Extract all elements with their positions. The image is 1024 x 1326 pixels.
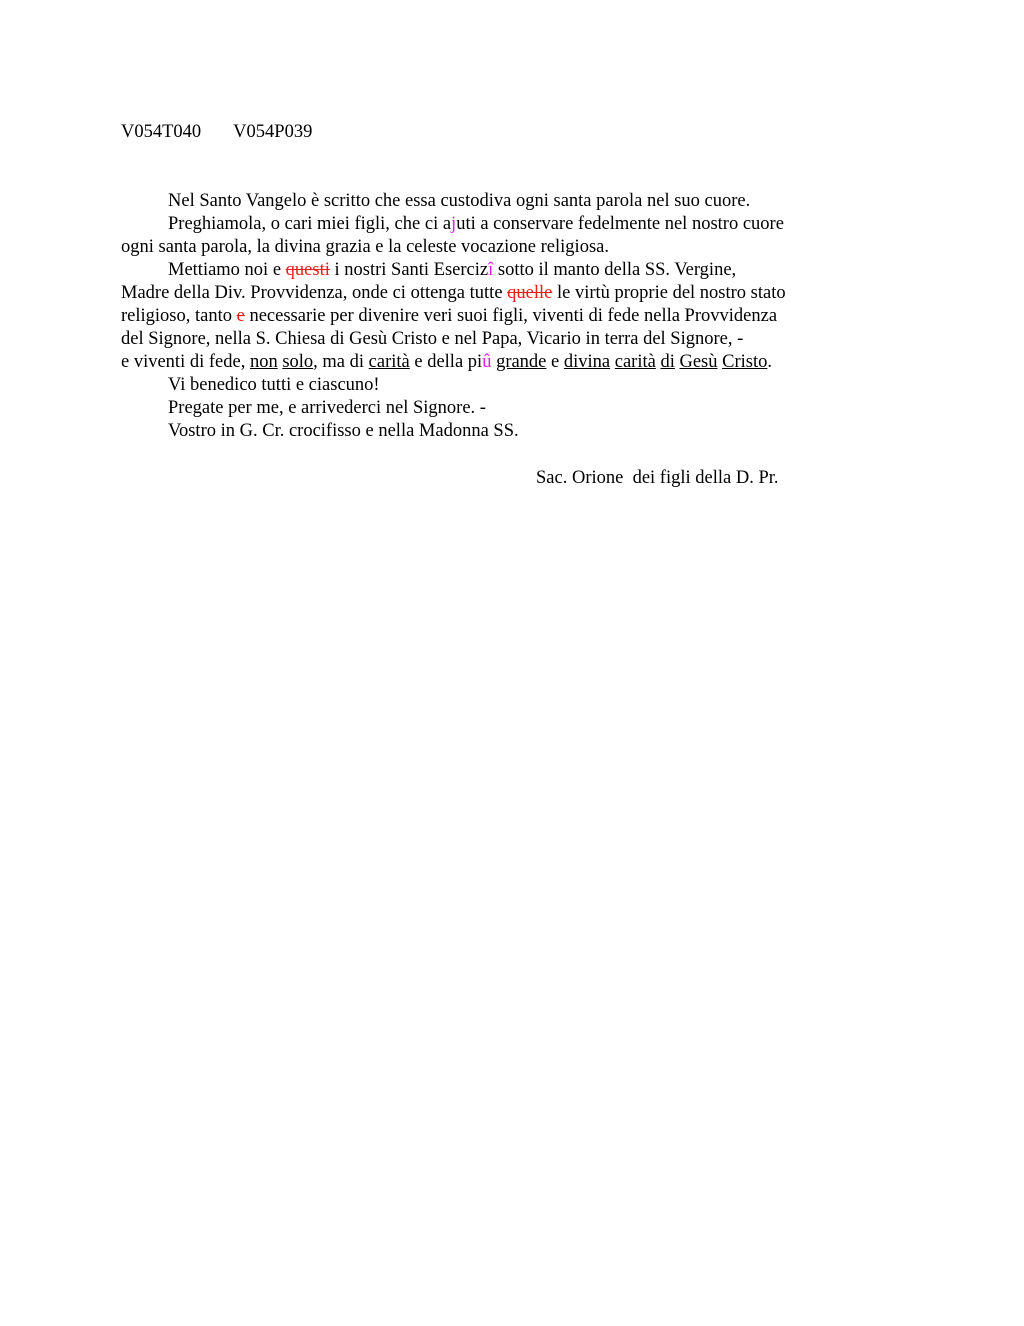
text-line-10 bbox=[168, 397, 486, 420]
text-line-8 bbox=[121, 351, 772, 374]
text-span: e della pi bbox=[409, 352, 483, 372]
text-span: e bbox=[546, 352, 564, 372]
text-line-3 bbox=[121, 236, 609, 259]
underlined-word: carità bbox=[368, 352, 410, 372]
underlined-word: divina bbox=[563, 352, 611, 372]
signature: Sac. Orione dei figli della D. Pr. bbox=[536, 468, 779, 488]
text-span: Pregate per me, e arrivederci nel Signore. - bbox=[168, 398, 486, 418]
text-span: . bbox=[767, 352, 772, 372]
text-span: Madre della Div. Provvidenza, onde ci ottenga tutte bbox=[121, 283, 508, 303]
text-span: ogni santa parola, la divina grazia e la celeste vocazione religiosa. bbox=[121, 237, 609, 257]
text-span: , ma di bbox=[313, 352, 369, 372]
page-code: V054P039 bbox=[233, 122, 313, 142]
text-span: sotto il manto della SS. Vergine, bbox=[493, 260, 737, 280]
underlined-word: non bbox=[249, 352, 278, 372]
text-line-5 bbox=[121, 282, 786, 305]
deleted-word: questi bbox=[285, 260, 330, 280]
underlined-word: Cristo bbox=[722, 352, 768, 372]
underlined-word: di bbox=[660, 352, 675, 372]
inserted-letter: û bbox=[482, 352, 492, 372]
text-span: Vostro in G. Cr. crocifisso e nella Madonna SS. bbox=[168, 421, 519, 441]
underlined-word: grande bbox=[496, 352, 547, 372]
text-span: necessarie per divenire veri suoi figli, viventi di fede nella Provvidenza bbox=[244, 306, 778, 326]
underlined-word: solo bbox=[282, 352, 314, 372]
text-line-1 bbox=[168, 190, 750, 213]
underlined-word: carità bbox=[614, 352, 656, 372]
text-line-4 bbox=[168, 259, 736, 282]
text-line-7 bbox=[121, 328, 743, 351]
text-span: uti a conservare fedelmente nel nostro cuore bbox=[456, 214, 784, 234]
text-span: Mettiamo noi e bbox=[168, 260, 286, 280]
deleted-word: e bbox=[236, 306, 245, 326]
text-line-2 bbox=[168, 213, 784, 236]
inserted-letter: î bbox=[488, 260, 494, 280]
text-span: e viventi di fede, bbox=[121, 352, 250, 372]
text-line-11 bbox=[168, 420, 519, 443]
underlined-word: Gesù bbox=[679, 352, 718, 372]
document-header bbox=[121, 121, 312, 144]
text-span: Preghiamola, o cari miei figli, che ci a bbox=[168, 214, 452, 234]
text-span: Vi benedico tutti e ciascuno! bbox=[168, 375, 380, 395]
inserted-letter: j bbox=[451, 214, 457, 234]
text-span: Nel Santo Vangelo è scritto che essa custodiva ogni santa parola nel suo cuore. bbox=[168, 191, 751, 211]
text-span: religioso, tanto bbox=[121, 306, 237, 326]
text-span: del Signore, nella S. Chiesa di Gesù Cristo e nel Papa, Vicario in terra del Signore, - bbox=[121, 329, 744, 349]
text-span: i nostri Santi Eserciz bbox=[329, 260, 489, 280]
volume-code: V054T040 bbox=[121, 122, 202, 142]
text-line-9 bbox=[168, 374, 380, 397]
deleted-word: quelle bbox=[507, 283, 553, 303]
text-span: le virtù proprie del nostro stato bbox=[552, 283, 786, 303]
text-line-6 bbox=[121, 305, 777, 328]
